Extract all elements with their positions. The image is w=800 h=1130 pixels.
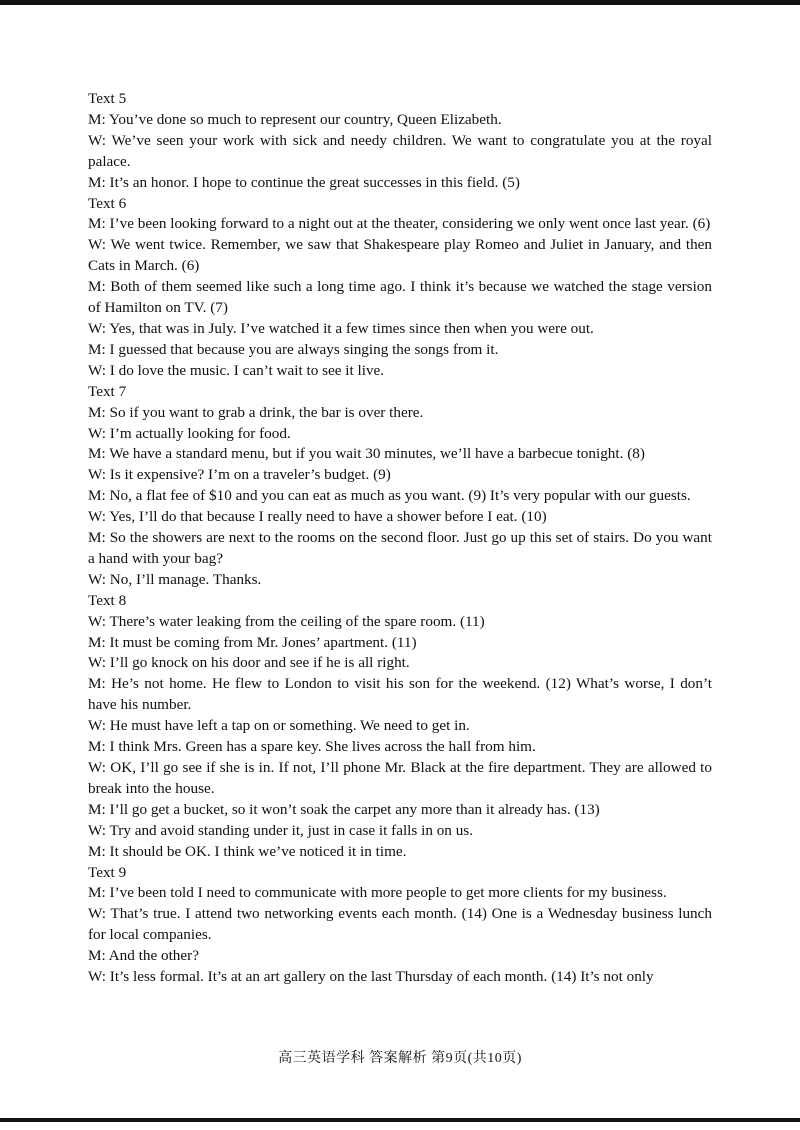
- dialogue-line: M: And the other?: [88, 947, 199, 965]
- text-heading: Text 5: [88, 90, 127, 107]
- dialogue-line: M: We have a standard menu, but if you wait 30 minutes, we’ll have a barbecue tonight. (8): [88, 445, 645, 463]
- dialogue-line: W: We’ve seen your work with sick and needy children. We want to congratulate you at the royal palace.: [88, 131, 712, 170]
- dialogue-line: M: I guessed that because you are always singing the songs from it.: [88, 340, 499, 358]
- dialogue-line: W: Yes, that was in July. I’ve watched it a few times since then when you were out.: [88, 319, 594, 337]
- dialogue-line: M: It’s an honor. I hope to continue the great successes in this field. (5): [88, 173, 520, 191]
- transcript-body: [88, 89, 712, 988]
- dialogue-line: W: I do love the music. I can’t wait to see it live.: [88, 361, 385, 379]
- dialogue-line: W: Try and avoid standing under it, just in case it falls in on us.: [88, 821, 473, 839]
- text-heading: Text 8: [88, 591, 127, 609]
- dialogue-line: M: It should be OK. I think we’ve noticed it in time.: [88, 842, 407, 860]
- dialogue-line: W: I’ll go knock on his door and see if he is all right.: [88, 654, 410, 672]
- dialogue-line: M: I think Mrs. Green has a spare key. She lives across the hall from him.: [88, 738, 536, 756]
- dialogue-line: M: So the showers are next to the rooms on the second floor. Just go up this set of stairs. Do you want a hand with your bag?: [88, 529, 712, 567]
- dialogue-line: W: There’s water leaking from the ceiling of the spare room. (11): [88, 612, 485, 630]
- text-heading: Text 7: [88, 382, 127, 400]
- dialogue-line: W: OK, I’ll go see if she is in. If not, I’ll phone Mr. Black at the fire department. They are allowed to break into the house.: [88, 759, 712, 797]
- dialogue-line: M: I’ve been told I need to communicate with more people to get more clients for my business.: [88, 884, 667, 902]
- top-border-rule: [0, 0, 800, 5]
- dialogue-line: W: Is it expensive? I’m on a traveler’s budget. (9): [88, 466, 391, 484]
- dialogue-line: M: So if you want to grab a drink, the bar is over there.: [88, 403, 424, 421]
- dialogue-line: W: We went twice. Remember, we saw that Shakespeare play Romeo and Juliet in January, and then Cats in March. (6): [88, 236, 712, 275]
- dialogue-line: M: It must be coming from Mr. Jones’ apartment. (11): [88, 633, 417, 651]
- page-footer: 高三英语学科 答案解析 第9页(共10页): [278, 1051, 522, 1066]
- dialogue-line: M: He’s not home. He flew to London to visit his son for the weekend. (12) What’s worse, I don’t have his number.: [88, 675, 712, 714]
- dialogue-line: M: You’ve done so much to represent our country, Queen Elizabeth.: [88, 110, 502, 128]
- bottom-border-rule: [0, 1118, 800, 1122]
- dialogue-line: M: I’ve been looking forward to a night out at the theater, considering we only went once last year. (6): [88, 215, 711, 233]
- dialogue-line: W: I’m actually looking for food.: [88, 424, 291, 442]
- text-heading: Text 6: [88, 194, 127, 212]
- dialogue-line: W: It’s less formal. It’s at an art gallery on the last Thursday of each month. (14) It’s not only: [88, 968, 654, 986]
- dialogue-line: M: I’ll go get a bucket, so it won’t soak the carpet any more than it already has. (13): [88, 800, 600, 818]
- text-heading: Text 9: [88, 863, 127, 881]
- dialogue-line: W: That’s true. I attend two networking events each month. (14) One is a Wednesday business lunch for local companies.: [88, 905, 712, 944]
- dialogue-line: W: No, I’ll manage. Thanks.: [88, 570, 262, 588]
- dialogue-line: M: Both of them seemed like such a long time ago. I think it’s because we watched the stage version of Hamilton on TV. (7): [88, 278, 712, 317]
- dialogue-line: W: He must have left a tap on or something. We need to get in.: [88, 717, 470, 735]
- dialogue-line: W: Yes, I’ll do that because I really need to have a shower before I eat. (10): [88, 508, 547, 526]
- dialogue-line: M: No, a flat fee of $10 and you can eat as much as you want. (9) It’s very popular with our guests.: [88, 487, 691, 505]
